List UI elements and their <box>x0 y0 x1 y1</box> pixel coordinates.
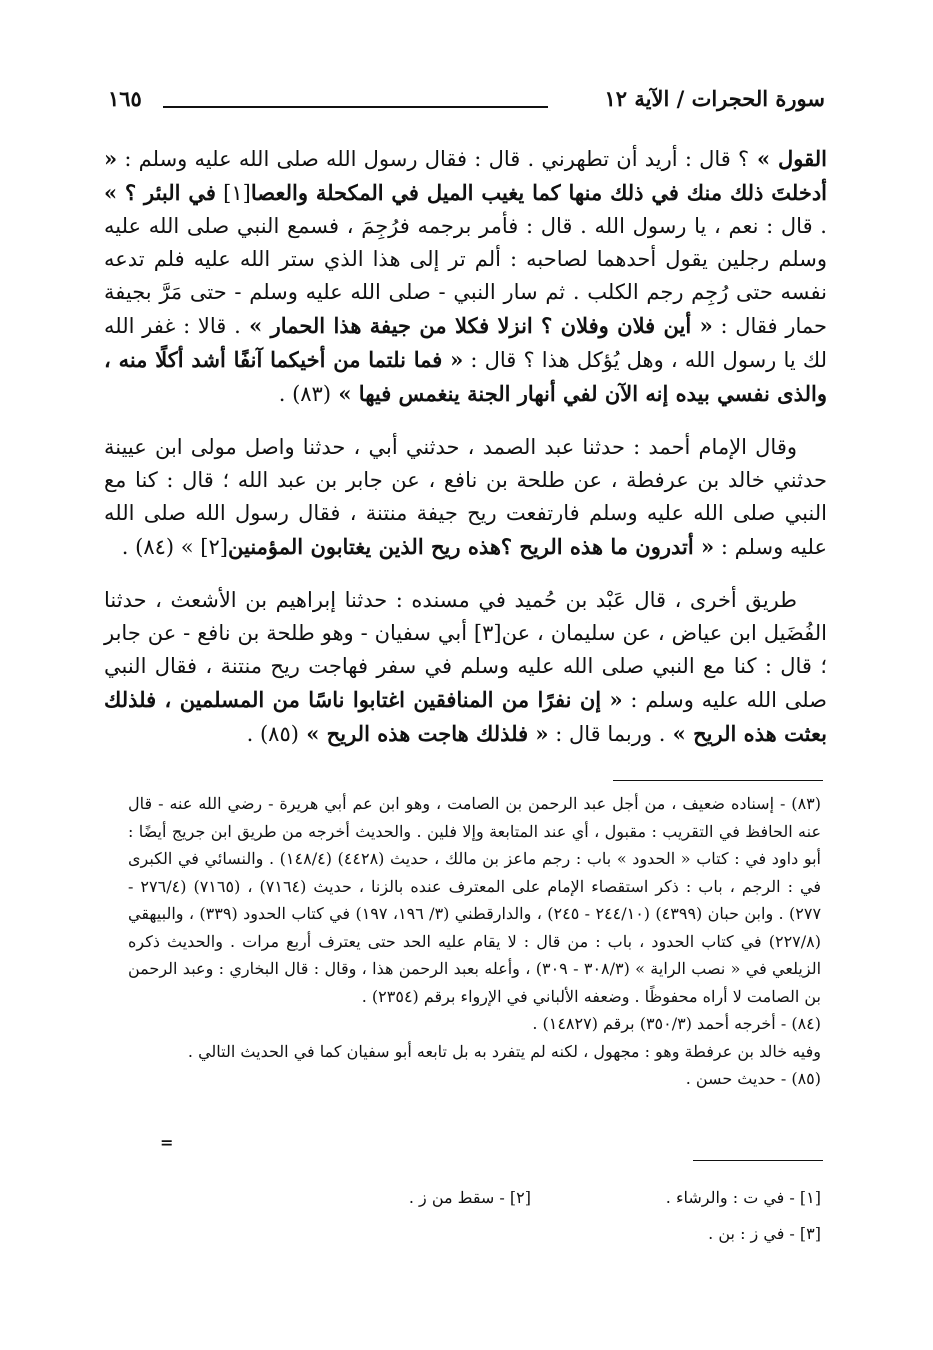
continuation-mark: = <box>160 1133 174 1152</box>
hadith-quote: القول » <box>749 146 828 171</box>
hadith-quote: في البئر ؟ » <box>104 180 216 205</box>
text-segment: . قال : نعم ، يا رسول الله . قال : فأمر برجمه فرُجِمَ ، فسمع النبي صلى الله عليه وسلم رجلين يقول أحدهما لصاحبه : ألم تر إلى هذا الذي ستر الله عليه فلم تدعه نفسه حتى رُجِم رجم الكلب . ثم سار النبي - صلى الله عليه وسلم - حتى مَرَّ بجيفة حمار فقال : <box>104 214 827 338</box>
footnote-83: (٨٣) - إسناده ضعيف ، من أجل عبد الرحمن بن الصامت ، وهو ابن عم أبي هريرة - رضي الله عنه - قال عنه الحافظ في التقريب : مقبول ، أي عند المتابعة وإلا فلين . والحديث أخرجه من طريق ابن جريج أيضًا : أبو داود في : كتاب « الحدود » باب : رجم ماعز بن مالك ، حديث (٤٤٢٨) (١٤٨/٤) . والنسائي في الكبرى في : الرجم ، باب : ذكر استقصاء الإمام على المعترف عنده بالزنا ، حديث (٧١٦٤) ، (٧١٦٥) (٢٧٦/٤ - ٢٧٧) . وابن حبان (٤٣٩٩) (٢٤٤/١٠ - ٢٤٥) ، والدارقطني (٣/ ١٩٦، ١٩٧) في كتاب الحدود (٣٣٩) ، والبيهقي (٢٢٧/٨) في كتاب الحدود ، باب : من قال : لا يقام عليه الحد حتى يعترف أربع مرات . والحديث ذكره الزيلعي في « نصب الراية » (٣٠٨/٣ - ٣٠٩) ، وأعله بعبد الرحمن هذا ، وقال : قال البخاري : وعبد الرحمن بن الصامت لا أراه محفوظًا . وضعفه الألباني في الإرواء برقم (٢٣٥٤) . <box>128 794 822 1006</box>
text-segment: أبي سفيان - وهو طلحة بن نافع - عن جابر ؛ قال : كنا مع النبي صلى الله عليه وسلم في سفر فهاجت ريح منتنة ، فقال النبي صلى الله عليه وسلم : <box>104 621 827 712</box>
footnote-85: (٨٥) - حديث حسن . <box>685 1069 821 1088</box>
text-segment: . وربما قال : <box>548 722 666 746</box>
variants-separator <box>693 1160 823 1161</box>
variant-1: [١] - في ت : والرشاء . <box>665 1188 821 1207</box>
main-text <box>104 142 827 771</box>
footnotes <box>128 790 821 1093</box>
text-segment: (٨٤) . <box>121 535 175 559</box>
footnote-separator <box>613 780 823 781</box>
hadith-quote: « فما نلتما من أخيكما آنفًا أشد أكلًا منه ، والذى نفسي بيده إنه الآن لفي أنهار الجنة ينغمس فيها » <box>104 347 827 406</box>
text-segment: طريق أخرى ، قال عَبْد بن حُميد في مسنده : حدثنا إبراهيم بن الأشعث ، حدثنا الفُضَيل ابن عياض ، عن سليمان ، عن <box>104 588 827 645</box>
paragraph <box>104 431 827 564</box>
hadith-quote: « أين فلان وفلان ؟ انزلا فكلا من جيفة هذا الحمار » <box>240 313 713 338</box>
text-segment: [١] <box>215 181 251 205</box>
text-segment: (٨٣) . <box>278 382 332 406</box>
manuscript-variants <box>128 1180 821 1252</box>
text-segment: . قالا : غفر الله لك يا رسول الله ، وهل يُؤكل هذا ؟ قال : <box>104 314 827 372</box>
text-segment: ؟ قال : أريد أن تطهرني . قال : فقال رسول الله صلى الله عليه وسلم : <box>117 147 750 171</box>
footnote-84-note: وفيه خالد بن عرفطة وهو : مجهول ، لكنه لم يتفرد به بل تابعه أبو سفيان كما في الحديث التالي . <box>187 1041 821 1061</box>
footnote-84: (٨٤) - أخرجه أحمد (٣٥٠/٣) برقم (١٤٨٢٧) . <box>532 1014 821 1033</box>
hadith-quote: « أتدرون ما هذه الريح ؟هذه ريح الذين يغتابون المؤمنين <box>228 534 715 559</box>
header-rule <box>163 106 548 108</box>
text-segment: وقال الإمام أحمد : حدثنا عبد الصمد ، حدثني أبي ، حدثنا واصل مولى ابن عيينة حدثني خالد بن عرفطة ، عن طلحة بن نافع ، عن جابر بن عبد الله ؛ قال : كنا مع النبي صلى الله عليه وسلم فارتفعت ريح جيفة منتنة ، فقال رسول الله صلى الله عليه وسلم : <box>104 435 827 559</box>
paragraph <box>104 142 827 411</box>
variant-3: [٣] - في ز : بن . <box>708 1224 821 1243</box>
page-number: ١٦٥ <box>108 86 142 111</box>
hadith-quote: « أدخلتَ ذلك منك في ذلك منها كما يغيب الميل في المكحلة والعصا <box>104 146 827 205</box>
text-segment: [٢] » <box>174 535 228 559</box>
hadith-quote: « إن نفرًا من المنافقين اغتابوا ناسًا من المسلمين ، فلذلك بعثت هذه الريح » <box>104 687 827 746</box>
text-segment: (٨٥) . <box>246 722 299 746</box>
variant-2: [٢] - سقط من ز . <box>408 1188 531 1207</box>
running-title: سورة الحجرات / الآية ١٢ <box>604 86 825 111</box>
text-segment: [٣] <box>467 621 502 645</box>
page-header <box>108 86 825 122</box>
hadith-quote: « فلذلك هاجت هذه الريح » <box>298 721 549 746</box>
paragraph <box>104 584 827 751</box>
